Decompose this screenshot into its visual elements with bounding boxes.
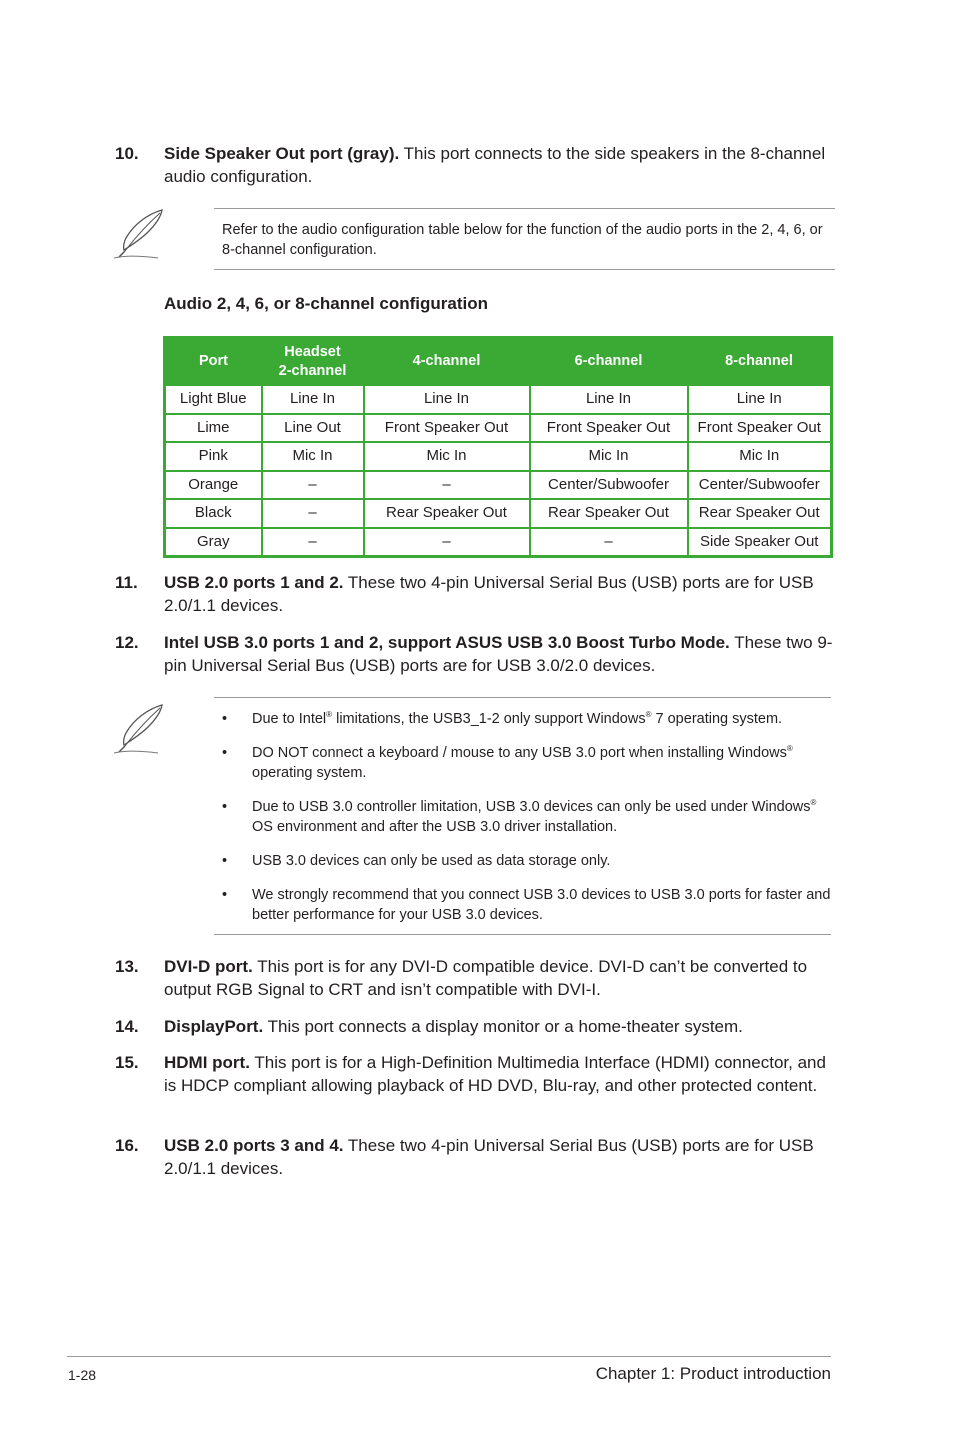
table-row <box>165 471 832 500</box>
column-header: Port <box>165 338 262 386</box>
table-cell: Light Blue <box>165 385 262 414</box>
item-text: These two 4-pin Universal Serial Bus (USB) ports are for USB 2.0/1.1 devices. <box>164 573 814 615</box>
list-item <box>218 851 831 871</box>
item-heading: DVI-D port. <box>164 957 253 976</box>
item-text: These two 4-pin Universal Serial Bus (USB) ports are for USB 2.0/1.1 devices. <box>164 1136 814 1178</box>
bullet-text: Due to USB 3.0 controller limitation, USB 3.0 devices can only be used under Windows <box>252 799 811 815</box>
chapter-title: Chapter 1: Product introduction <box>595 1364 831 1383</box>
divider <box>214 208 835 209</box>
table-cell: Line In <box>530 385 688 414</box>
table-cell: Front Speaker Out <box>364 414 530 443</box>
table-title: Audio 2, 4, 6, or 8-channel configuration <box>164 294 488 313</box>
table-cell: Orange <box>165 471 262 500</box>
list-item <box>218 709 831 729</box>
registered-mark: ® <box>645 710 652 719</box>
item-text: These two 9-pin Universal Serial Bus (USB) ports are for USB 3.0/2.0 devices. <box>164 633 833 675</box>
table-cell: Gray <box>165 528 262 557</box>
table-cell: – <box>262 499 364 528</box>
table-cell: – <box>262 528 364 557</box>
list-item-12 <box>115 631 835 677</box>
item-number: 13. <box>115 957 139 976</box>
item-heading: HDMI port. <box>164 1053 250 1072</box>
column-header: 8-channel <box>688 338 832 386</box>
table-row <box>165 414 832 443</box>
table-cell: Front Speaker Out <box>688 414 832 443</box>
table-row <box>165 528 832 557</box>
list-item <box>218 797 831 837</box>
list-item-14 <box>115 1015 835 1038</box>
bullet-text: DO NOT connect a keyboard / mouse to any USB 3.0 port when installing Windows <box>252 745 787 761</box>
table-cell: Mic In <box>530 442 688 471</box>
note-text: Refer to the audio configuration table below for the function of the audio ports in the 2, 4, 6, or 8-channel configuration. <box>222 222 823 258</box>
table-header-row <box>165 338 832 386</box>
bullet: • <box>222 853 228 869</box>
table-cell: Center/Subwoofer <box>688 471 832 500</box>
table-cell: Line Out <box>262 414 364 443</box>
table-cell: Black <box>165 499 262 528</box>
bullet: • <box>222 799 228 815</box>
footer-divider <box>67 1356 831 1357</box>
item-number: 11. <box>115 573 138 592</box>
list-item-13 <box>115 955 835 1001</box>
bullet-text: limitations, the USB3_1-2 only support Windows <box>332 711 646 727</box>
note-box <box>112 208 835 270</box>
audio-config-table <box>163 336 833 558</box>
table-cell: Rear Speaker Out <box>688 499 832 528</box>
item-text: This port connects to the side speakers in the 8-channel audio configuration. <box>164 144 826 186</box>
bullet-text: We strongly recommend that you connect USB 3.0 devices to USB 3.0 ports for faster and better performance for your USB 3.0 devices. <box>252 887 831 923</box>
item-text: This port is for any DVI-D compatible device. DVI-D can’t be converted to output RGB Signal to CRT and isn’t compatible with DVI-I. <box>164 957 808 999</box>
feather-pen-icon <box>112 208 168 260</box>
table-cell: – <box>262 471 364 500</box>
registered-mark: ® <box>326 710 333 719</box>
item-heading: USB 2.0 ports 3 and 4. <box>164 1136 344 1155</box>
feather-pen-icon <box>112 703 168 755</box>
item-heading: USB 2.0 ports 1 and 2. <box>164 573 344 592</box>
table-cell: Lime <box>165 414 262 443</box>
item-number: 14. <box>115 1017 139 1036</box>
table-cell: – <box>364 471 530 500</box>
table-cell: Line In <box>262 385 364 414</box>
list-item-11 <box>115 571 835 617</box>
bullet-text: Due to Intel <box>252 711 327 727</box>
item-number: 16. <box>115 1136 139 1155</box>
table-cell: Front Speaker Out <box>530 414 688 443</box>
item-number: 10. <box>115 144 139 163</box>
list-item-10 <box>115 142 835 188</box>
bullet-text: OS environment and after the USB 3.0 driver installation. <box>252 819 618 835</box>
divider <box>214 269 835 270</box>
column-header-line: Headset <box>284 343 341 360</box>
table-cell: Center/Subwoofer <box>530 471 688 500</box>
column-header: 4-channel <box>364 338 530 386</box>
table-cell: – <box>364 528 530 557</box>
table-cell: Rear Speaker Out <box>530 499 688 528</box>
column-header <box>262 338 364 386</box>
divider <box>214 697 831 698</box>
bullet: • <box>222 887 228 903</box>
note-bullet-list <box>218 709 831 939</box>
registered-mark: ® <box>786 744 793 753</box>
list-item <box>218 885 831 925</box>
column-header: 6-channel <box>530 338 688 386</box>
bullet-text: operating system. <box>252 765 367 781</box>
table-cell: – <box>530 528 688 557</box>
item-text: This port connects a display monitor or a home-theater system. <box>263 1017 743 1036</box>
item-text: This port is for a High-Definition Multimedia Interface (HDMI) connector, and is HDCP compliant allowing playback of HD DVD, Blu-ray, and other protected content. <box>164 1053 826 1095</box>
item-heading: Intel USB 3.0 ports 1 and 2, support ASUS USB 3.0 Boost Turbo Mode. <box>164 633 730 652</box>
item-number: 15. <box>115 1053 139 1072</box>
registered-mark: ® <box>810 798 817 807</box>
table-cell: Mic In <box>262 442 364 471</box>
list-item-15 <box>115 1051 835 1097</box>
table-cell: Side Speaker Out <box>688 528 832 557</box>
item-heading: Side Speaker Out port (gray). <box>164 144 400 163</box>
note-box <box>112 697 831 935</box>
table-cell: Line In <box>688 385 832 414</box>
bullet-text: 7 operating system. <box>651 711 783 727</box>
column-header-line: 2-channel <box>278 362 347 379</box>
bullet-text: USB 3.0 devices can only be used as data storage only. <box>252 853 611 869</box>
divider <box>214 934 831 935</box>
bullet: • <box>222 711 228 727</box>
list-item-16 <box>115 1134 835 1180</box>
table-row <box>165 385 832 414</box>
table-row <box>165 442 832 471</box>
table-cell: Line In <box>364 385 530 414</box>
item-heading: DisplayPort. <box>164 1017 264 1036</box>
table-cell: Mic In <box>364 442 530 471</box>
page-number: 1-28 <box>68 1367 97 1383</box>
table-row <box>165 499 832 528</box>
table-cell: Pink <box>165 442 262 471</box>
bullet: • <box>222 745 228 761</box>
table-cell: Rear Speaker Out <box>364 499 530 528</box>
item-number: 12. <box>115 633 139 652</box>
table-cell: Mic In <box>688 442 832 471</box>
list-item <box>218 743 831 783</box>
